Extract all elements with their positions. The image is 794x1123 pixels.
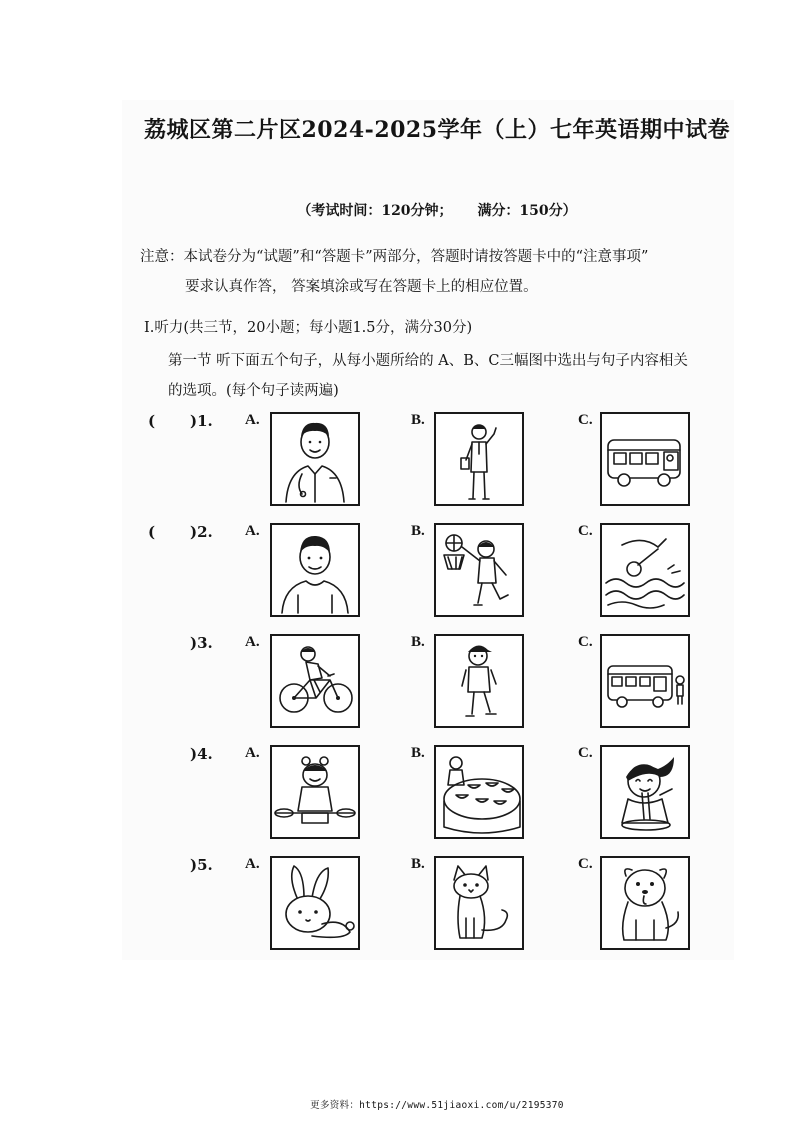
notice xyxy=(140,242,740,302)
part-instructions xyxy=(168,346,728,406)
notice-line-2: 要求认真作答， 答案填涂或写在答题卡上的相应位置。 xyxy=(185,279,538,295)
part-instructions-line-1: 第一节 听下面五个句子，从每小题所给的 A、B、C三幅图中选出与句子内容相关 xyxy=(168,353,688,369)
picture-girl-eating-noodles[interactable] xyxy=(600,745,690,839)
answer-paren[interactable]: ( xyxy=(148,412,156,430)
exam-title: 荔城区第二片区2024-2025学年（上）七年英语期中试卷 xyxy=(143,117,731,143)
picture-rabbit[interactable] xyxy=(270,856,360,950)
footer-link[interactable]: 更多资料：https://www.51jiaoxi.com/u/2195370 xyxy=(310,1100,564,1111)
option-b-label: B. xyxy=(411,412,425,428)
picture-bus-and-boy[interactable] xyxy=(600,634,690,728)
option-b-label: B. xyxy=(411,523,425,539)
answer-paren[interactable]: ( xyxy=(148,523,156,541)
question-number: )3. xyxy=(190,634,213,652)
exam-time: （考试时间：120分钟； xyxy=(297,203,453,219)
option-b-label: B. xyxy=(411,856,425,872)
picture-girl-with-meal[interactable] xyxy=(270,745,360,839)
exam-info xyxy=(40,200,794,220)
option-a-label: A. xyxy=(245,856,260,872)
picture-boy-playing-basketball[interactable] xyxy=(434,523,524,617)
part-instructions-line-2: 的选项。(每个句子读两遍) xyxy=(168,383,339,399)
notice-line-1: 注意：本试卷分为“试题”和“答题卡”两部分，答题时请按答题卡中的“注意事项” xyxy=(140,249,649,265)
picture-man-with-book[interactable] xyxy=(434,412,524,506)
question-number: )5. xyxy=(190,856,213,874)
option-a-label: A. xyxy=(245,634,260,650)
question-number: )4. xyxy=(190,745,213,763)
option-c-label: C. xyxy=(578,856,593,872)
question-number: )2. xyxy=(190,523,213,541)
question-1 xyxy=(0,412,794,512)
question-2 xyxy=(0,523,794,623)
picture-doctor[interactable] xyxy=(270,412,360,506)
exam-score: 满分：150分） xyxy=(477,203,577,219)
question-3 xyxy=(0,634,794,734)
option-a-label: A. xyxy=(245,412,260,428)
option-c-label: C. xyxy=(578,523,593,539)
picture-dinner-table[interactable] xyxy=(434,745,524,839)
section-heading: Ⅰ.听力(共三节，20小题；每小题1.5分，满分30分) xyxy=(144,320,473,336)
question-5 xyxy=(0,856,794,956)
picture-boy-riding-bike[interactable] xyxy=(270,634,360,728)
picture-cat[interactable] xyxy=(434,856,524,950)
picture-young-man[interactable] xyxy=(270,523,360,617)
question-4 xyxy=(0,745,794,845)
option-c-label: C. xyxy=(578,412,593,428)
option-a-label: A. xyxy=(245,745,260,761)
option-b-label: B. xyxy=(411,634,425,650)
question-number: )1. xyxy=(190,412,213,430)
option-a-label: A. xyxy=(245,523,260,539)
option-c-label: C. xyxy=(578,745,593,761)
picture-boy-walking[interactable] xyxy=(434,634,524,728)
option-c-label: C. xyxy=(578,634,593,650)
picture-dog[interactable] xyxy=(600,856,690,950)
picture-bus-driver[interactable] xyxy=(600,412,690,506)
option-b-label: B. xyxy=(411,745,425,761)
picture-swimmer[interactable] xyxy=(600,523,690,617)
